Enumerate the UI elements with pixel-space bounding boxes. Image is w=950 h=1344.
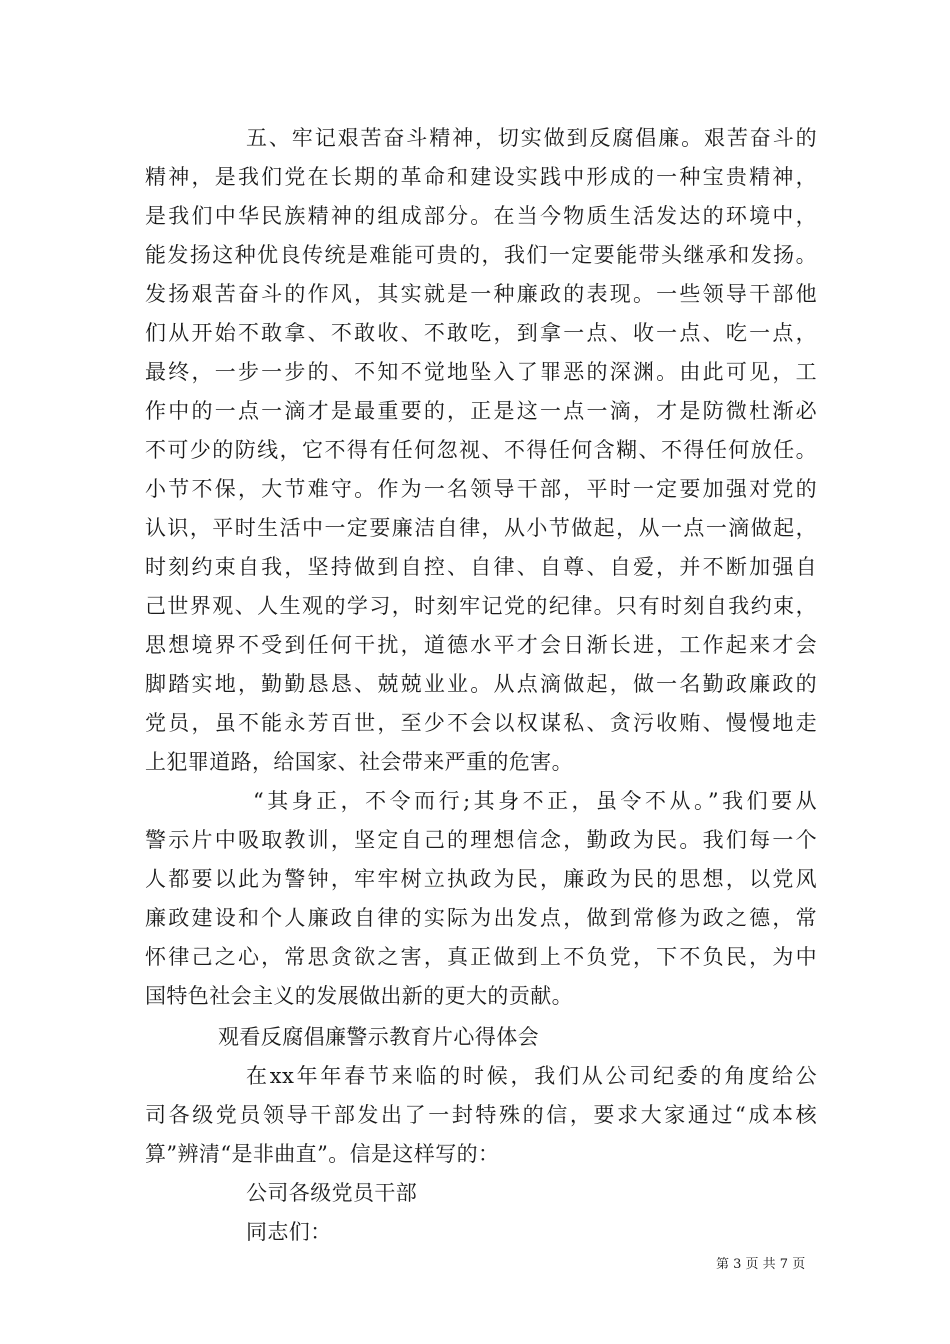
paragraph-line: 人都要以此为警钟，牢牢树立执政为民，廉政为民的思想，以党风 bbox=[145, 867, 817, 891]
paragraph-line: 能发扬这种优良传统是难能可贵的，我们一定要能带头继承和发扬。 bbox=[145, 243, 817, 267]
paragraph-line: 作中的一点一滴才是最重要的，正是这一点一滴，才是防微杜渐必 bbox=[145, 399, 817, 423]
paragraph-line: 己世界观、人生观的学习，时刻牢记党的纪律。只有时刻自我约束， bbox=[145, 594, 817, 618]
paragraph-line: 小节不保，大节难守。作为一名领导干部，平时一定要加强对党的 bbox=[145, 477, 817, 501]
paragraph-line: 国特色社会主义的发展做出新的更大的贡献。 bbox=[145, 984, 573, 1008]
paragraph-line: 司各级党员领导干部发出了一封特殊的信，要求大家通过“成本核 bbox=[145, 1103, 817, 1127]
paragraph-line: 认识，平时生活中一定要廉洁自律，从小节做起，从一点一滴做起， bbox=[145, 516, 817, 540]
paragraph-line: 在xx年年春节来临的时候，我们从公司纪委的角度给公 bbox=[246, 1064, 817, 1088]
paragraph-line: 最终，一步一步的、不知不觉地坠入了罪恶的深渊。由此可见，工 bbox=[145, 360, 817, 384]
paragraph-line: 是我们中华民族精神的组成部分。在当今物质生活发达的环境中， bbox=[145, 204, 817, 228]
paragraph-line: 廉政建设和个人廉政自律的实际为出发点，做到常修为政之德，常 bbox=[145, 906, 817, 930]
paragraph-line: 精神，是我们党在长期的革命和建设实践中形成的一种宝贵精神， bbox=[145, 165, 817, 189]
page-number-footer: 第 3 页 共 7 页 bbox=[716, 1257, 806, 1272]
letter-recipient: 公司各级党员干部 bbox=[246, 1181, 418, 1205]
paragraph-line: “其身正，不令而行;其身不正，虽令不从。”我们要从 bbox=[253, 789, 817, 813]
section-title: 观看反腐倡廉警示教育片心得体会 bbox=[218, 1025, 539, 1049]
paragraph-line: 上犯罪道路，给国家、社会带来严重的危害。 bbox=[145, 750, 573, 774]
paragraph-line: 时刻约束自我，坚持做到自控、自律、自尊、自爱，并不断加强自 bbox=[145, 555, 817, 579]
paragraph-line: 算”辨清“是非曲直”。信是这样写的： bbox=[145, 1142, 500, 1166]
paragraph-line: 党员，虽不能永芳百世，至少不会以权谋私、贪污收贿、慢慢地走 bbox=[145, 711, 817, 735]
paragraph-line: 警示片中吸取教训，坚定自己的理想信念，勤政为民。我们每一个 bbox=[145, 828, 817, 852]
paragraph-line: 们从开始不敢拿、不敢收、不敢吃，到拿一点、收一点、吃一点， bbox=[145, 321, 817, 345]
paragraph-line: 思想境界不受到任何干扰，道德水平才会日渐长进，工作起来才会 bbox=[145, 633, 817, 657]
paragraph-line: 五、牢记艰苦奋斗精神，切实做到反腐倡廉。艰苦奋斗的 bbox=[246, 126, 817, 150]
paragraph-line: 怀律己之心，常思贪欲之害，真正做到上不负党，下不负民，为中 bbox=[145, 945, 817, 969]
letter-salutation: 同志们： bbox=[246, 1220, 332, 1244]
paragraph-line: 脚踏实地，勤勤恳恳、兢兢业业。从点滴做起，做一名勤政廉政的 bbox=[145, 672, 817, 696]
paragraph-line: 发扬艰苦奋斗的作风，其实就是一种廉政的表现。一些领导干部他 bbox=[145, 282, 817, 306]
paragraph-line: 不可少的防线，它不得有任何忽视、不得任何含糊、不得任何放任。 bbox=[145, 438, 817, 462]
